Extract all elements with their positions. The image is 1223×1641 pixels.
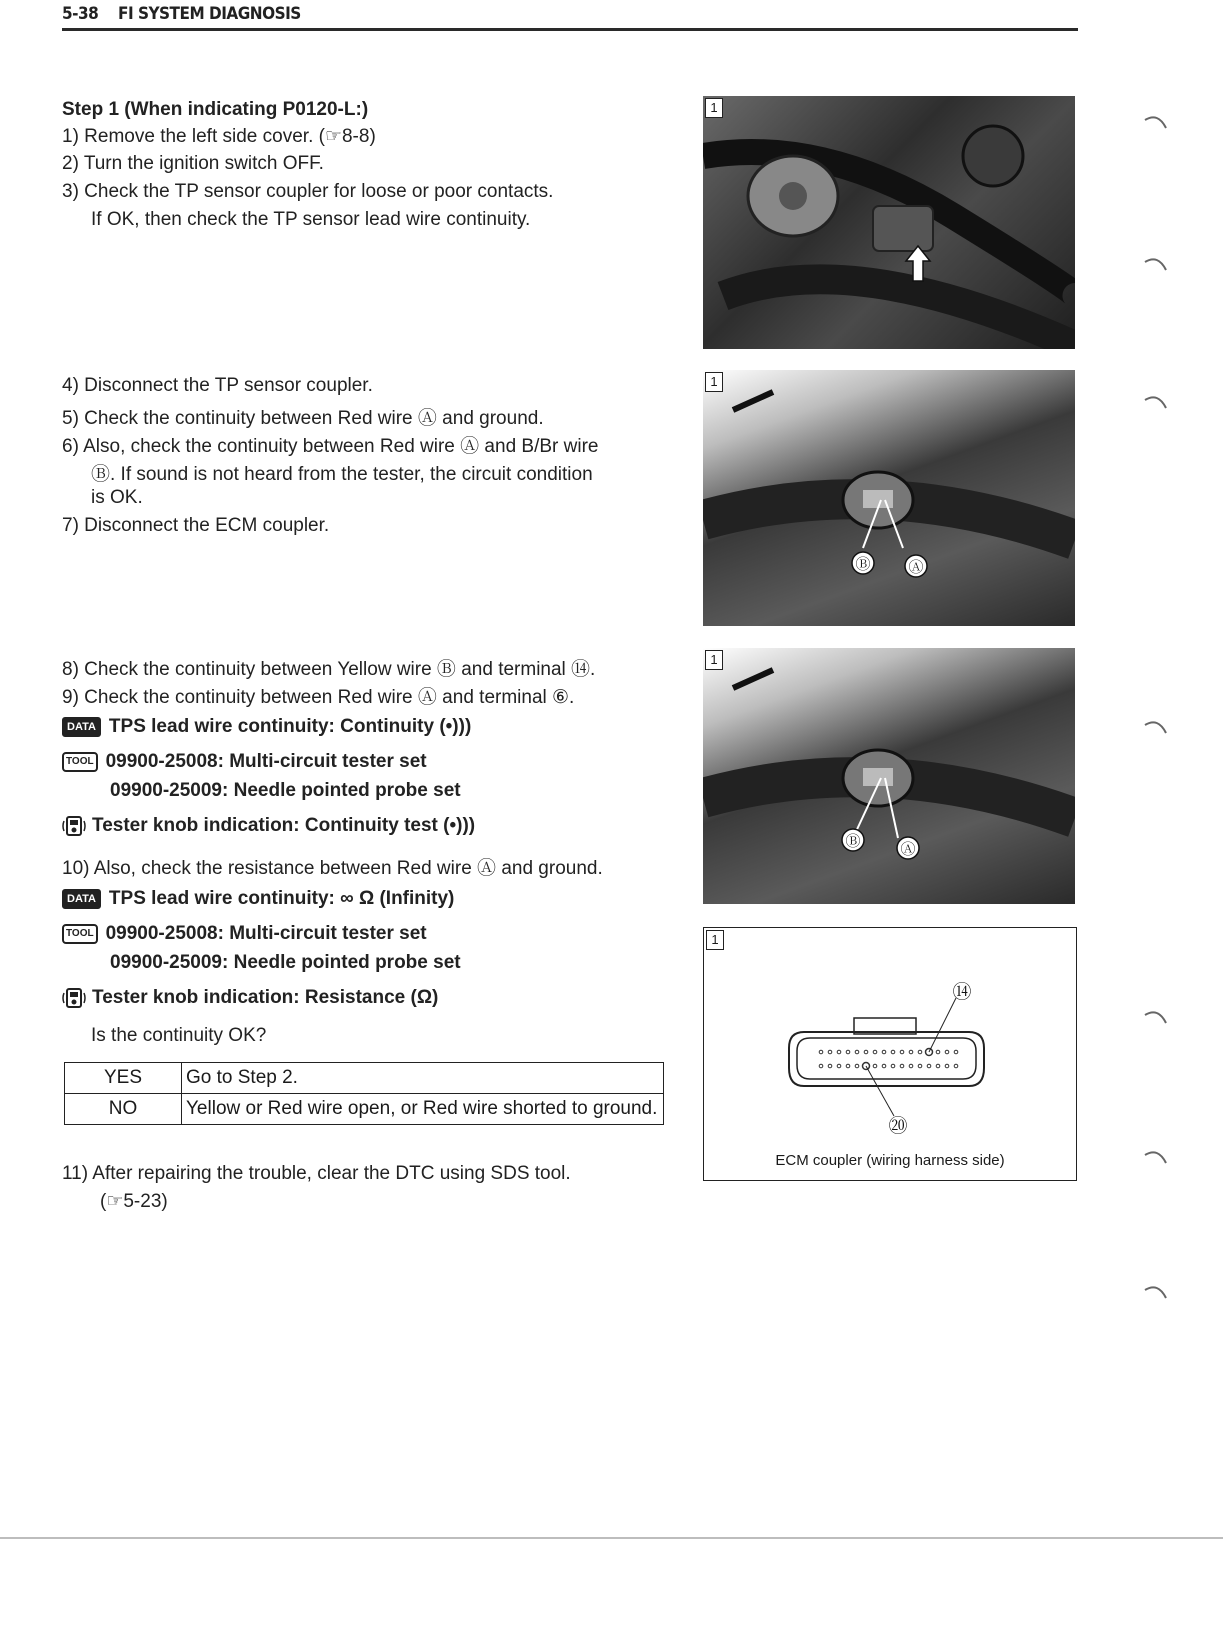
tool-icon: TOOL	[62, 924, 98, 944]
spec-line	[62, 888, 454, 910]
page-number: 5-38	[62, 4, 99, 24]
tool-text: 09900-25009: Needle pointed probe set	[110, 952, 461, 973]
step-line: 8) Check the continuity between Yellow wire Ⓑ and terminal ⑭.	[62, 659, 596, 680]
binder-marks	[1140, 100, 1200, 1350]
callout-a: Ⓐ	[908, 559, 924, 576]
tool-line	[62, 751, 427, 773]
photo-tp-sensor-location	[703, 96, 1075, 349]
figure-number: 1	[705, 372, 723, 392]
step-line: 11) After repairing the trouble, clear the DTC using SDS tool.	[62, 1163, 571, 1184]
coupler-photo-illustration	[703, 370, 1075, 626]
section-title: FI SYSTEM DIAGNOSIS	[118, 4, 301, 24]
knob-line	[62, 987, 438, 1009]
question: Is the continuity OK?	[91, 1025, 267, 1046]
tool-icon: TOOL	[62, 752, 98, 772]
spec-text: TPS lead wire continuity: Continuity (•)))	[108, 716, 472, 737]
tool-line	[62, 923, 427, 945]
result-table	[64, 1062, 664, 1125]
step-line: 1) Remove the left side cover. (☞8-8)	[62, 126, 376, 147]
tester-knob-icon	[62, 987, 86, 1009]
step-line: 7) Disconnect the ECM coupler.	[62, 515, 330, 536]
step-line: 9) Check the continuity between Red wire Ⓐ and terminal ⑥.	[62, 687, 575, 708]
photo-tp-sensor-coupler	[703, 370, 1075, 626]
terminal-24-label: ⑳	[888, 1116, 908, 1137]
figure-number: 1	[705, 98, 723, 118]
bottom-rule	[0, 1537, 1223, 1539]
step-line: Ⓑ. If sound is not heard from the tester, the circuit condition	[91, 464, 593, 485]
callout-b: Ⓑ	[845, 833, 861, 850]
step-line: 5) Check the continuity between Red wire Ⓐ and ground.	[62, 408, 544, 429]
figure-number: 1	[706, 930, 724, 950]
table-row	[65, 1094, 664, 1125]
tool-text: 09900-25008: Multi-circuit tester set	[105, 751, 427, 772]
table-row	[65, 1063, 664, 1094]
step-line: is OK.	[91, 487, 143, 508]
spec-line	[62, 716, 471, 738]
table-value: Go to Step 2.	[182, 1063, 664, 1094]
step-line: 6) Also, check the continuity between Red wire Ⓐ and B/Br wire	[62, 436, 599, 457]
table-key: YES	[65, 1063, 182, 1094]
table-value: Yellow or Red wire open, or Red wire shorted to ground.	[182, 1094, 664, 1125]
figure-number: 1	[705, 650, 723, 670]
table-key: NO	[65, 1094, 182, 1125]
ecm-coupler-drawing	[704, 928, 1076, 1148]
data-icon: DATA	[62, 889, 101, 909]
step-line: 3) Check the TP sensor coupler for loose or poor contacts.	[62, 181, 554, 202]
engine-photo-illustration	[703, 96, 1075, 349]
tool-text: 09900-25008: Multi-circuit tester set	[105, 923, 427, 944]
callout-a: Ⓐ	[900, 841, 916, 858]
coupler-photo-illustration	[703, 648, 1075, 904]
tester-knob-icon	[62, 815, 86, 837]
page-header	[62, 2, 1078, 31]
diagram-caption: ECM coupler (wiring harness side)	[775, 1152, 1005, 1169]
photo-tp-sensor-coupler-2	[703, 648, 1075, 904]
knob-text: Tester knob indication: Resistance (Ω)	[92, 987, 439, 1009]
step-line: 10) Also, check the resistance between Red wire Ⓐ and ground.	[62, 858, 603, 879]
step-line: If OK, then check the TP sensor lead wire continuity.	[91, 209, 531, 230]
terminal-row-lower	[819, 1063, 958, 1070]
spec-text: TPS lead wire continuity: ∞ Ω (Infinity)	[108, 888, 455, 909]
terminal-14-label: ⑭	[952, 982, 972, 1003]
step-line: (☞5-23)	[100, 1191, 168, 1212]
data-icon: DATA	[62, 717, 101, 737]
step-line: 2) Turn the ignition switch OFF.	[62, 153, 324, 174]
step-title: Step 1 (When indicating P0120-L:)	[62, 99, 369, 120]
knob-line	[62, 815, 475, 837]
ecm-coupler-diagram	[703, 927, 1077, 1181]
tool-text: 09900-25009: Needle pointed probe set	[110, 780, 461, 801]
terminal-row-upper	[819, 1049, 958, 1056]
knob-text: Tester knob indication: Continuity test (•)))	[92, 815, 476, 837]
step-line: 4) Disconnect the TP sensor coupler.	[62, 375, 373, 396]
callout-b: Ⓑ	[855, 556, 871, 573]
